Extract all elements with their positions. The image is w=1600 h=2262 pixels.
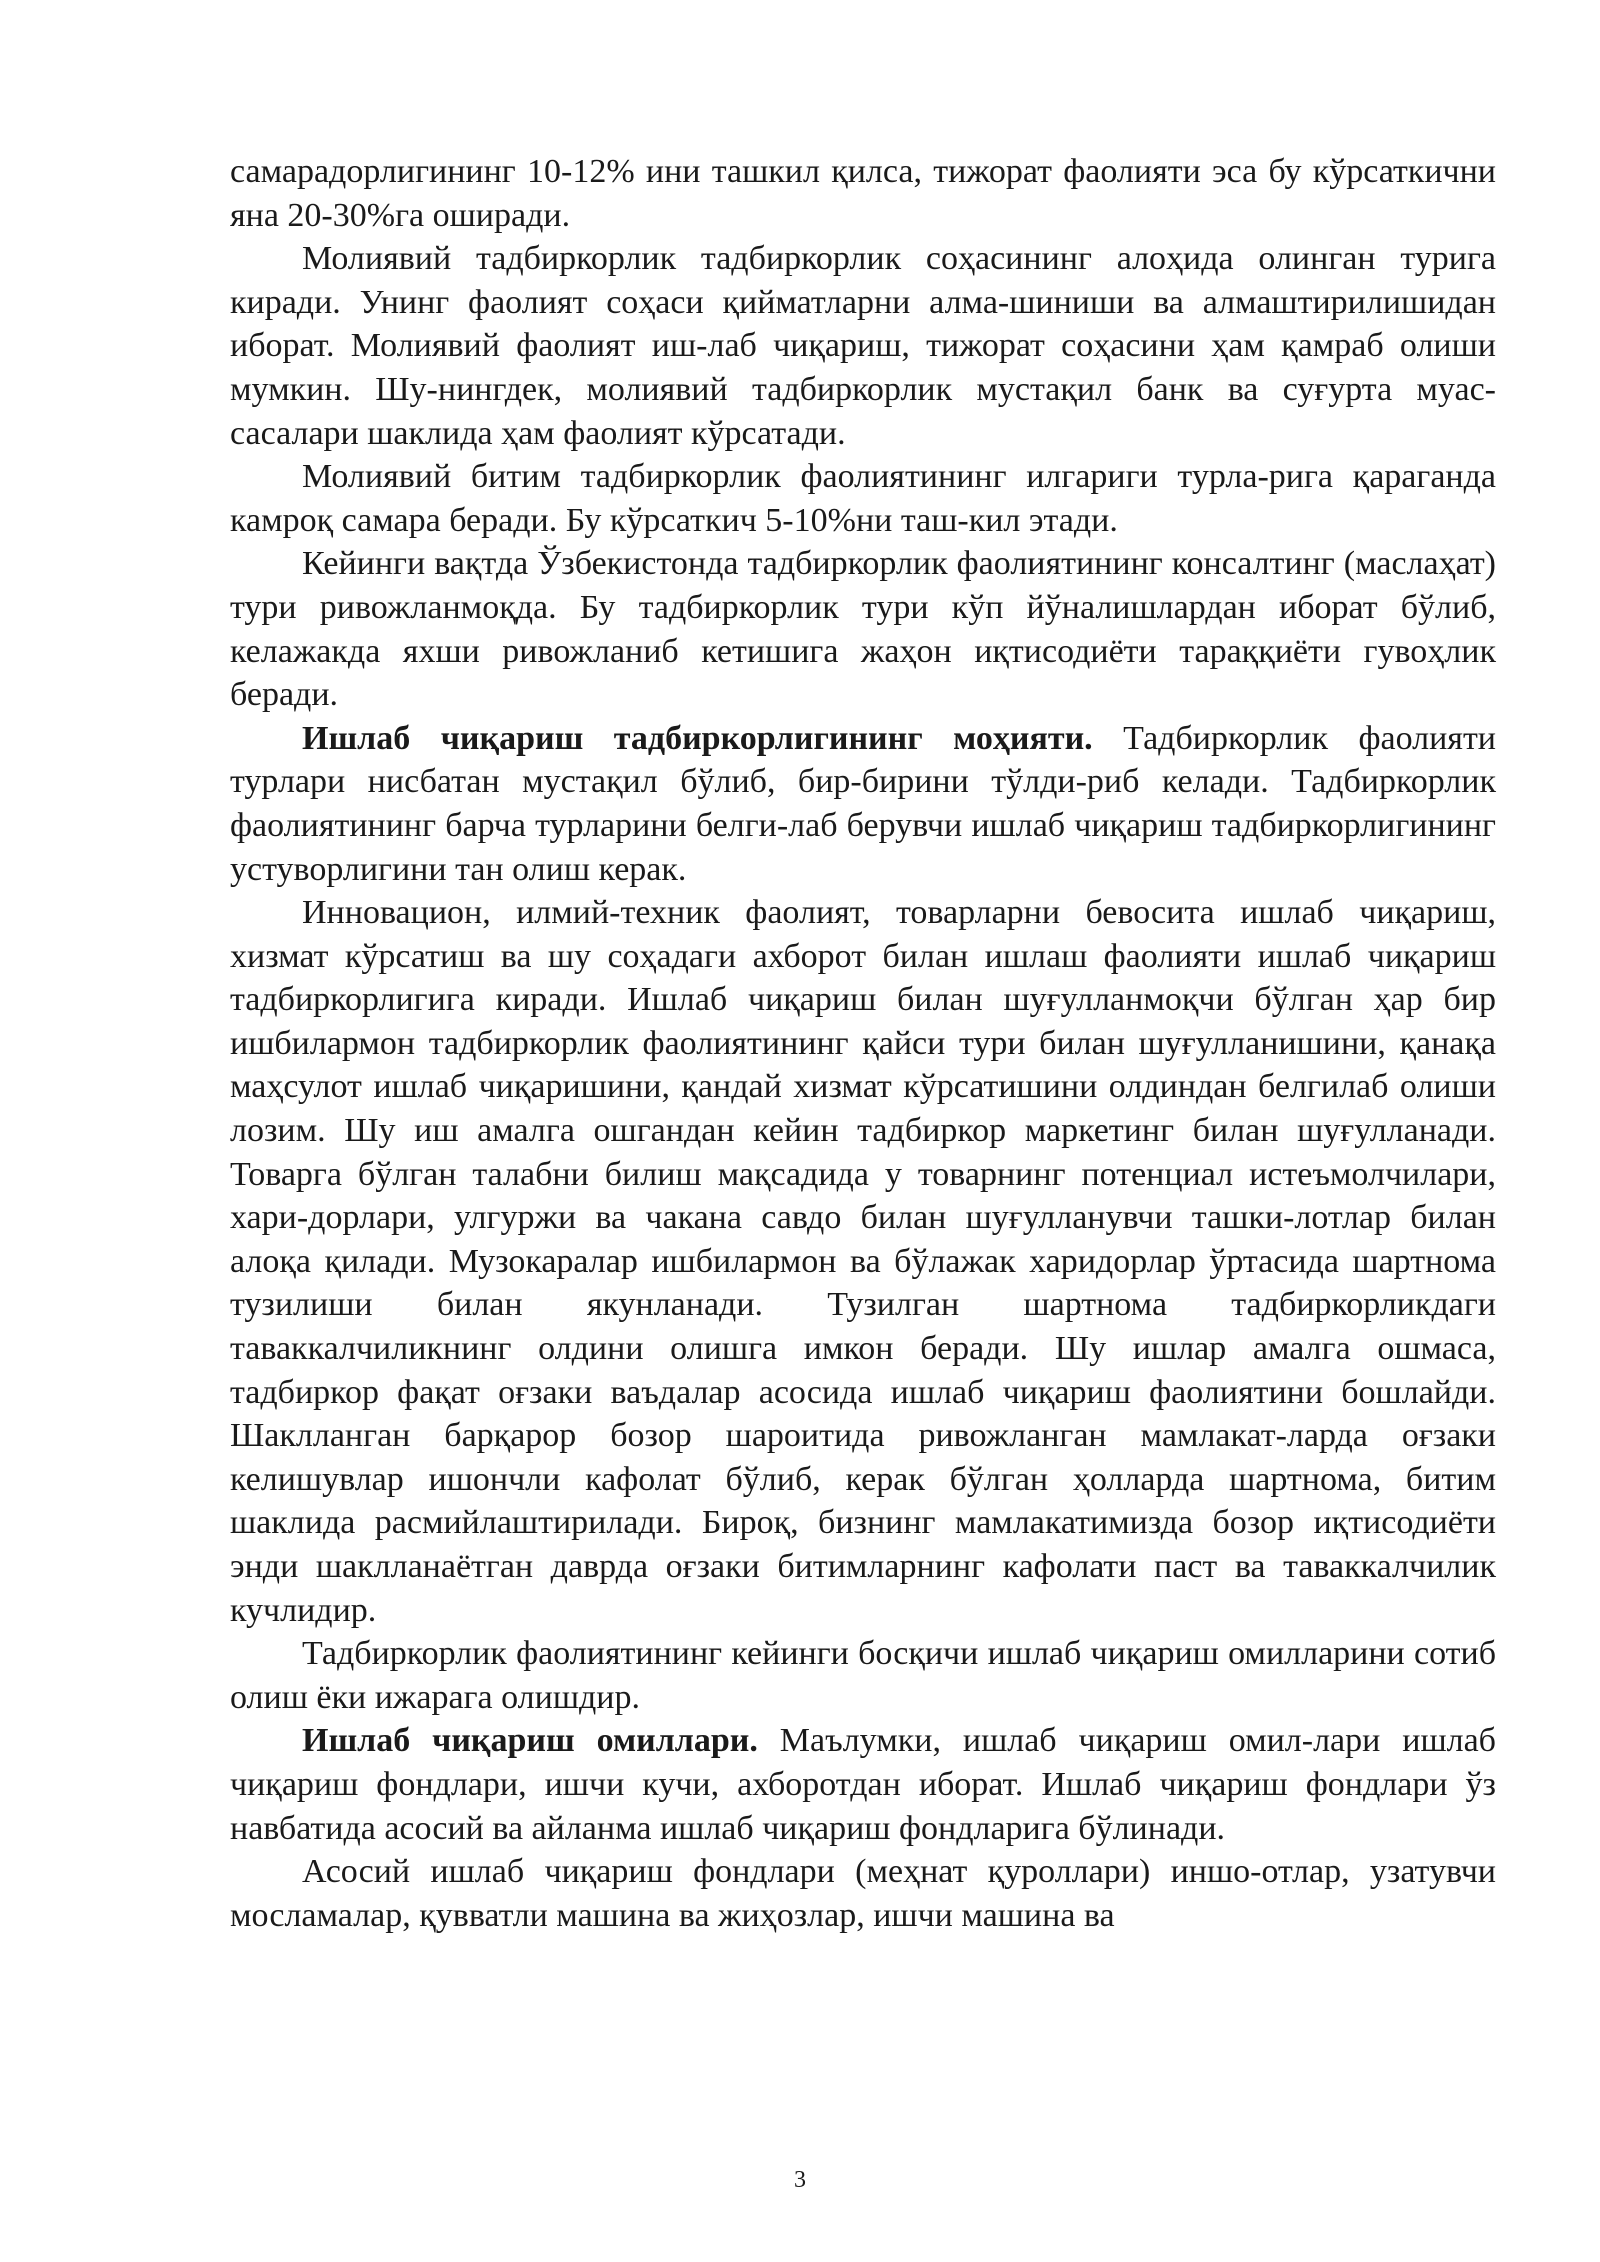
paragraph-3 bbox=[230, 455, 1496, 542]
paragraph-text: Маълумки, ишлаб чиқариш омил-лари ишлаб чиқариш фондлари, ишчи кучи, ахборотдан иборат. Ишлаб чиқариш фондлари ўз навбатида асосий ва айланма ишлаб чиқариш фондларига бўлинади. bbox=[230, 1722, 1496, 1847]
paragraph-text: Инновацион, илмий-техник фаолият, товарларни бевосита ишлаб чиқариш, хизмат кўрсатиш ва шу соҳадаги ахборот билан ишлаш фаолияти ишлаб чиқариш тадбиркорлигига киради. Ишлаб чиқариш билан шуғулланмоқчи бўлган ҳар бир ишбилармон тадбиркорлик фаолиятининг қайси тури билан шуғулланишини, қанақа маҳсулот ишлаб чиқаришини, қандай хизмат кўрсатишини олдиндан белгилаб олиши лозим. Шу иш амалга ошгандан кейин тадбиркор маркетинг билан шуғулланади. Товарга бўлган талабни билиш мақсадида у товарнинг потенциал истеъмолчилари, хари-дорлари, улгуржи ва чакана савдо билан шуғулланувчи ташки-лотлар билан алоқа қилади. Музокаралар ишбилармон ва бўлажак харидорлар ўртасида шартнома тузилиши билан якунланади. Тузилган шартнома тадбиркорликдаги таваккалчиликнинг олдини олишга имкон беради. Шу ишлар амалга ошмаса, тадбиркор фақат оғзаки ваъдалар асосида ишлаб чиқариш фаолиятини бошлайди. Шаклланган барқарор бозор шароитида ривожланган мамлакат-ларда оғзаки келишувлар ишончли кафолат бўлиб, керак бўлган ҳолларда шартнома, битим шаклида расмийлаштирилади. Бироқ, бизнинг мамлакатимизда бозор иқтисодиёти энди шаклланаётган даврда оғзаки битимларнинг кафолати паст ва таваккалчилик кучлидир. bbox=[230, 894, 1496, 1629]
paragraph-text: Тадбиркорлик фаолиятининг кейинги босқичи ишлаб чиқариш омилларини сотиб олиш ёки ижарага олишдир. bbox=[230, 1635, 1496, 1716]
paragraph-1 bbox=[230, 150, 1496, 237]
paragraph-2 bbox=[230, 237, 1496, 455]
paragraph-5 bbox=[230, 717, 1496, 891]
paragraph-text: Асосий ишлаб чиқариш фондлари (меҳнат қуроллари) иншо-отлар, узатувчи мосламалар, қувватли машина ва жиҳозлар, ишчи машина ва bbox=[230, 1853, 1496, 1934]
paragraph-6 bbox=[230, 891, 1496, 1632]
paragraph-text: Молиявий битим тадбиркорлик фаолиятининг илгариги турла-рига қараганда камроқ самара беради. Бу кўрсаткич 5-10%ни таш-кил этади. bbox=[230, 458, 1496, 539]
paragraph-4 bbox=[230, 542, 1496, 716]
paragraph-9 bbox=[230, 1850, 1496, 1937]
paragraph-text: Кейинги вақтда Ўзбекистонда тадбиркорлик фаолиятининг консалтинг (маслаҳат) тури ривожланмоқда. Бу тадбиркорлик тури кўп йўналишлардан иборат бўлиб, келажакда яхши ривожланиб кетишига жаҳон иқтисодиёти тараққиёти гувоҳлик беради. bbox=[230, 545, 1496, 714]
section-heading-production-essence: Ишлаб чиқариш тадбиркорлигининг моҳияти. bbox=[302, 719, 1093, 757]
document-body bbox=[230, 150, 1496, 1937]
section-heading-production-factors: Ишлаб чиқариш омиллари. bbox=[302, 1722, 758, 1760]
paragraph-8 bbox=[230, 1719, 1496, 1850]
paragraph-text: Тадбиркорлик фаолияти турлари нисбатан мустақил бўлиб, бир-бирини тўлди-риб келади. Тадбиркорлик фаолиятининг барча турларини белги-лаб берувчи ишлаб чиқариш тадбиркорлигининг устуворлигини тан олиш керак. bbox=[230, 719, 1497, 888]
paragraph-text: самарадорлигининг 10-12% ини ташкил қилса, тижорат фаолияти эса бу кўрсаткични яна 20-30%га оширади. bbox=[230, 153, 1496, 234]
paragraph-text: Молиявий тадбиркорлик тадбиркорлик соҳасининг алоҳида олинган турига киради. Унинг фаолият соҳаси қийматларни алма-шиниши ва алмаштирилишидан иборат. Молиявий фаолият иш-лаб чиқариш, тижорат соҳасини ҳам қамраб олиши мумкин. Шу-нингдек, молиявий тадбиркорлик мустақил банк ва суғурта муас-сасалари шаклида ҳам фаолият кўрсатади. bbox=[230, 240, 1496, 452]
paragraph-7 bbox=[230, 1632, 1496, 1719]
page-number: 3 bbox=[794, 2167, 806, 2193]
